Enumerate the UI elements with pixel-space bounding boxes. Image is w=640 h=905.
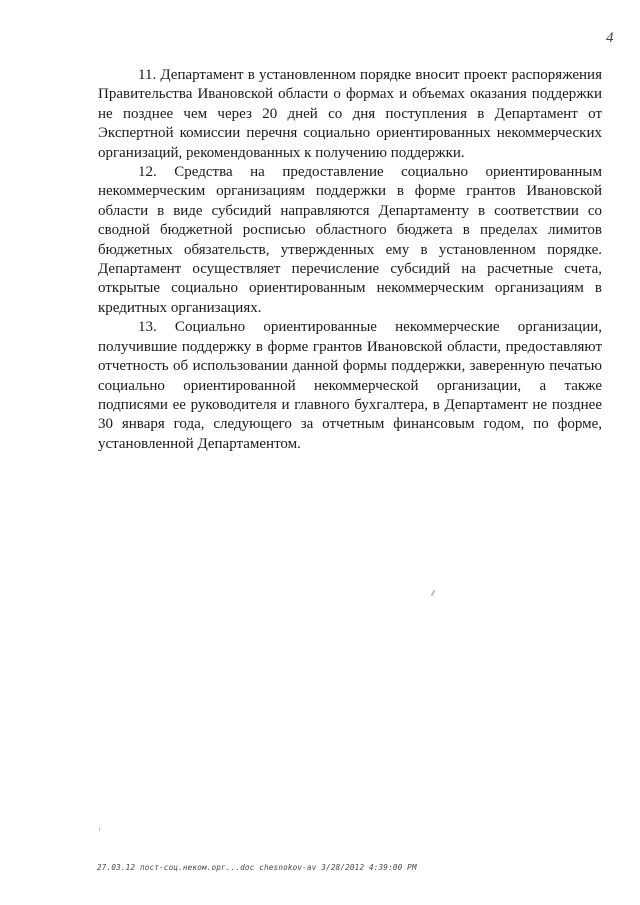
paragraph-13: 13. Социально ориентированные некоммерческие организации, получившие поддержку в форме грантов Ивановской области, предоставляют отчетность об использовании данной формы поддержки, заверенную печатью социально ориентированной некоммерческой организации, а также подписями ее руководителя и главного бухгалтера, в Департамент не позднее 30 января года, следующего за отчетным финансовым годом, по форме, установленной Департаментом. bbox=[98, 319, 602, 452]
paragraph-11: 11. Департамент в установленном порядке вносит проект распоряжения Правительства Ивановской области о формах и объемах оказания поддержки не позднее чем через 20 дней со дня поступления в Департамент от Экспертной комиссии перечня социально ориентированных некоммерческих организаций, рекомендованных к получению поддержки. bbox=[98, 67, 602, 161]
document-body bbox=[98, 66, 602, 454]
document-footer: 27.03.12 пост-соц.неком.орг...doc chesnokov-av 3/28/2012 4:39:00 PM bbox=[97, 863, 417, 872]
paragraph-12: 12. Средства на предоставление социально ориентированным некоммерческим организациям поддержки в форме грантов Ивановской области в виде субсидий направляются Департаменту в соответствии со сводной бюджетной росписью областного бюджета в пределах лимитов бюджетных обязательств, утвержденных ему в установленном порядке. Департамент осуществляет перечисление субсидий на расчетные счета, открытые социально ориентированным некоммерческим организациям в кредитных организациях. bbox=[98, 164, 602, 316]
page-number: 4 bbox=[606, 30, 614, 46]
scan-speck bbox=[431, 590, 436, 596]
scan-speck bbox=[99, 827, 100, 831]
